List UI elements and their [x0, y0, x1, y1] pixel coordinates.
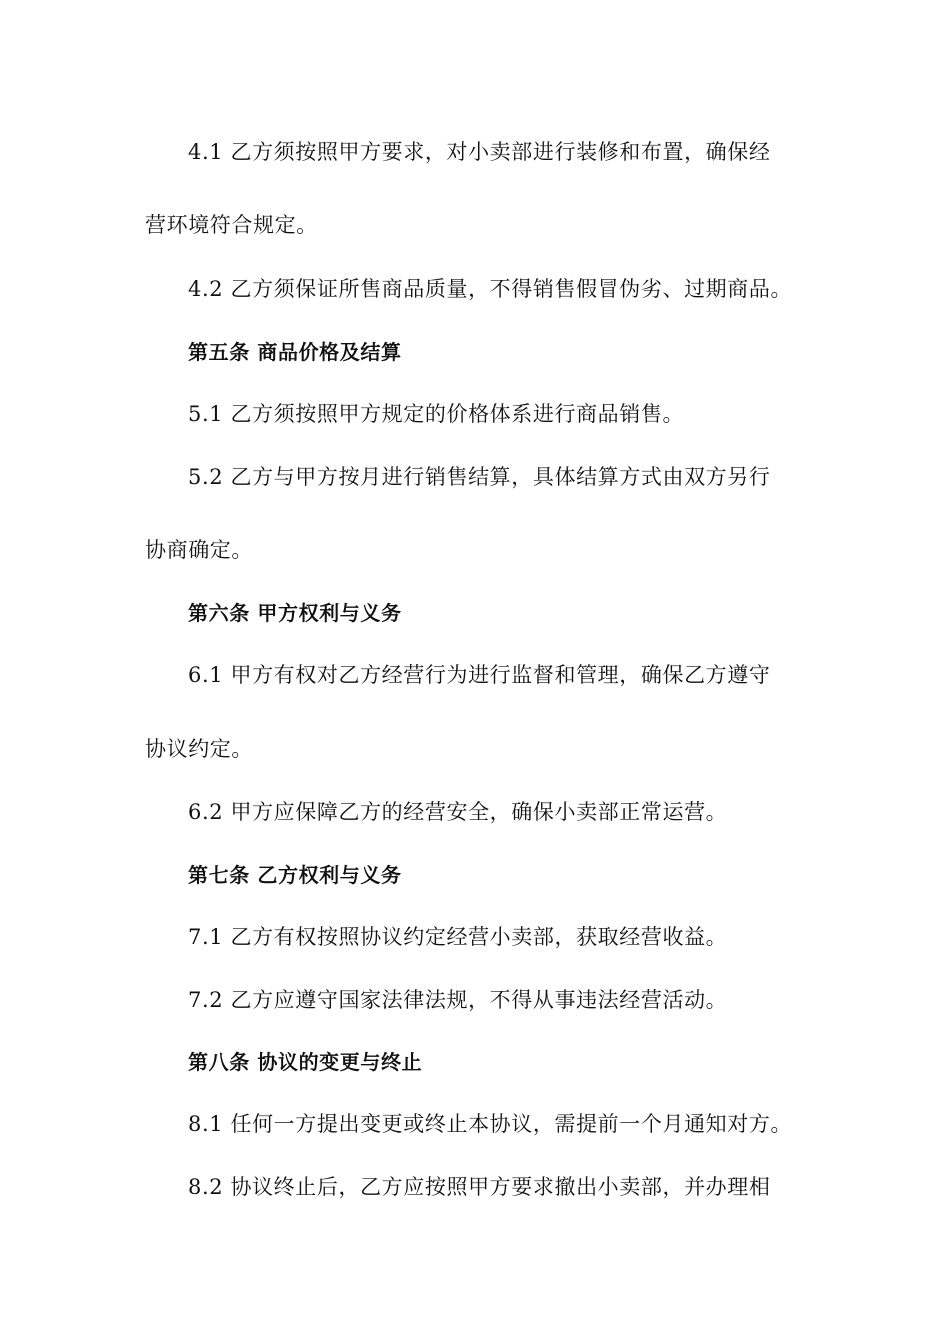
clause-8-1: 8.1 任何一方提出变更或终止本协议，需提前一个月通知对方。 — [188, 1112, 793, 1136]
clause-4-1-line-2: 营环境符合规定。 — [145, 213, 318, 237]
clause-4-1-line-1: 4.1 乙方须按照甲方要求，对小卖部进行装修和布置，确保经 — [188, 140, 771, 164]
clause-6-1-line-2: 协议约定。 — [145, 737, 253, 761]
clause-8-2-line-1: 8.2 协议终止后，乙方应按照甲方要求撤出小卖部，并办理相 — [188, 1175, 771, 1199]
clause-6-2: 6.2 甲方应保障乙方的经营安全，确保小卖部正常运营。 — [188, 800, 728, 824]
clause-5-2-line-2: 协商确定。 — [145, 538, 253, 562]
article-8-heading: 第八条 协议的变更与终止 — [188, 1050, 423, 1074]
clause-4-2: 4.2 乙方须保证所售商品质量，不得销售假冒伪劣、过期商品。 — [188, 277, 793, 301]
clause-7-1: 7.1 乙方有权按照协议约定经营小卖部，获取经营收益。 — [188, 925, 728, 949]
clause-5-2-line-1: 5.2 乙方与甲方按月进行销售结算，具体结算方式由双方另行 — [188, 465, 771, 489]
article-7-heading: 第七条 乙方权利与义务 — [188, 863, 402, 887]
clause-5-1: 5.1 乙方须按照甲方规定的价格体系进行商品销售。 — [188, 402, 685, 426]
article-5-heading: 第五条 商品价格及结算 — [188, 340, 402, 364]
article-6-heading: 第六条 甲方权利与义务 — [188, 601, 402, 625]
clause-7-2: 7.2 乙方应遵守国家法律法规，不得从事违法经营活动。 — [188, 988, 728, 1012]
clause-6-1-line-1: 6.1 甲方有权对乙方经营行为进行监督和管理，确保乙方遵守 — [188, 663, 771, 687]
